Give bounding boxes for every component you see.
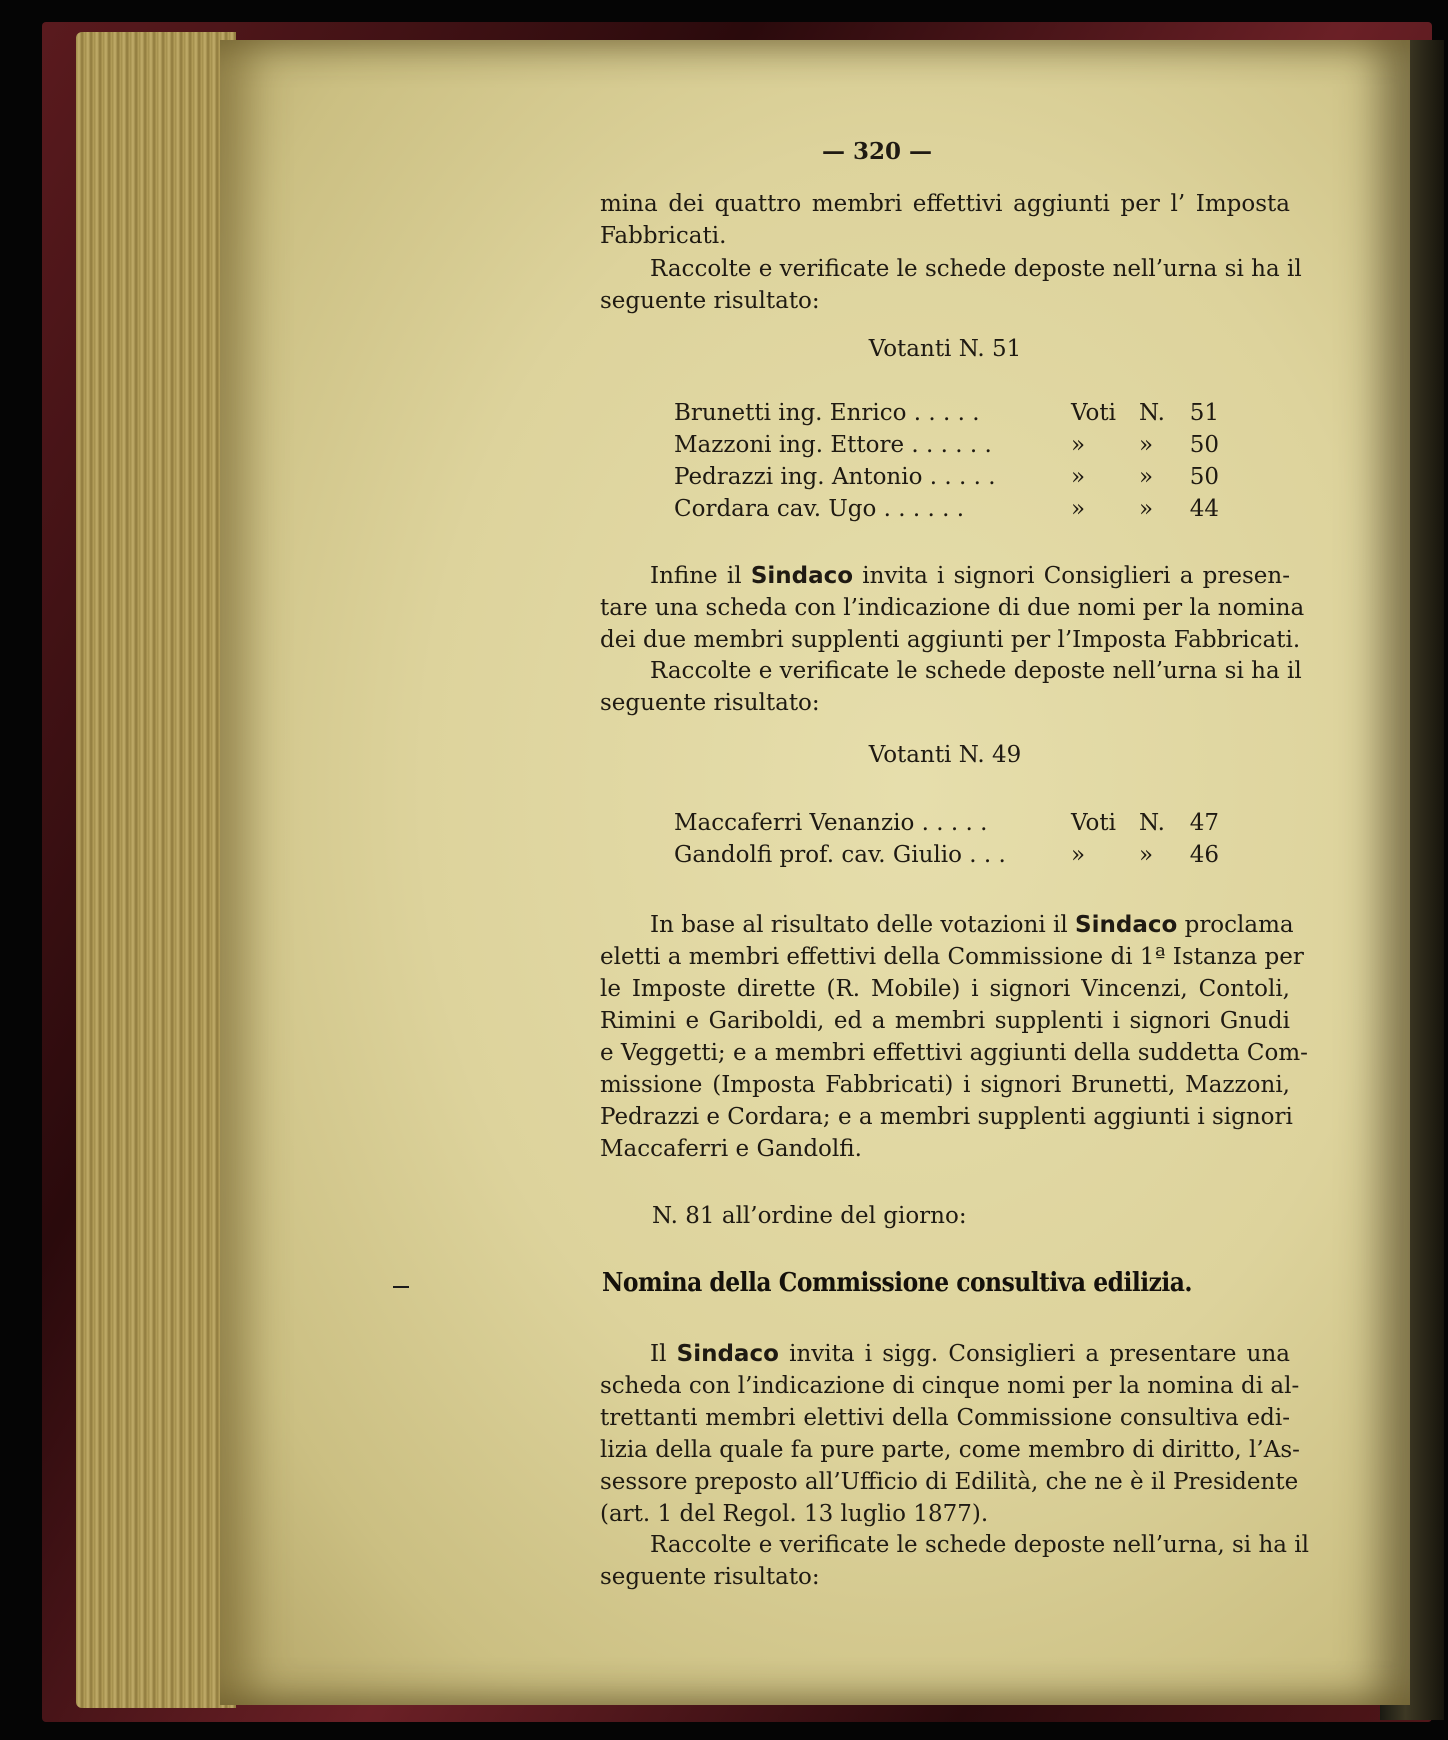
text-line: seguente risultato: (600, 690, 820, 716)
vote-label: » (1071, 496, 1086, 522)
vote-row (674, 810, 1219, 842)
paragraph-4 (600, 655, 1302, 719)
text-line: e Veggetti; e a membri effettivi aggiunti della suddetta Com- (600, 1040, 1308, 1066)
vote-label: » (1071, 464, 1086, 490)
paragraph-1 (600, 188, 1290, 252)
text-line: seguente risultato: (600, 288, 820, 314)
text-line: Maccaferri e Gandolfi. (600, 1136, 862, 1162)
vote-n: » (1139, 496, 1154, 522)
vote-count: 50 (1189, 432, 1219, 458)
paragraph-2 (600, 253, 1302, 317)
candidate-name: Mazzoni ing. Ettore . . . . . . (674, 432, 992, 458)
vote-list-1 (674, 400, 1219, 528)
candidate-name: Brunetti ing. Enrico . . . . . (674, 400, 980, 426)
sindaco-bold: Sindaco (1075, 912, 1178, 938)
text-line: seguente risultato: (600, 1564, 820, 1590)
text-line: tare una scheda con l’indicazione di due nomi per la nomina (600, 595, 1305, 621)
sindaco-bold: Sindaco (750, 563, 854, 589)
vote-count: 47 (1189, 810, 1219, 836)
votanti-count-2: Votanti N. 49 (868, 742, 1022, 768)
candidate-name: Maccaferri Venanzio . . . . . (674, 810, 988, 836)
text-line: eletti a membri effettivi della Commissione di 1ª Istanza per (600, 944, 1304, 970)
vote-n: N. (1139, 810, 1165, 836)
text-line: (art. 1 del Regol. 13 luglio 1877). (600, 1501, 989, 1527)
paragraph-3 (600, 560, 1305, 656)
candidate-name: Pedrazzi ing. Antonio . . . . . (674, 464, 996, 490)
text-line: Pedrazzi e Cordara; e a membri supplenti aggiunti i signori (600, 1104, 1293, 1130)
vote-n: N. (1139, 400, 1165, 426)
text-line: mina dei quattro membri effettivi aggiunti per l’ Imposta (600, 191, 1290, 217)
vote-row (674, 842, 1219, 874)
vote-label: Voti (1071, 400, 1116, 426)
paragraph-6 (600, 1338, 1300, 1530)
vote-row (674, 496, 1219, 528)
text-line: le Imposte dirette (R. Mobile) i signori Vincenzi, Contoli, (600, 976, 1290, 1002)
vote-n: » (1139, 464, 1154, 490)
text-line: Raccolte e verificate le schede deposte nell’urna, si ha il (650, 1532, 1309, 1558)
text-line: sessore preposto all’Ufficio di Edilità, che ne è il Presidente (600, 1469, 1299, 1495)
vote-label: » (1071, 842, 1086, 868)
votanti-count-1: Votanti N. 51 (868, 336, 1022, 362)
vote-n: » (1139, 432, 1154, 458)
agenda-item: N. 81 all’ordine del giorno: (652, 1203, 967, 1229)
text-line: scheda con l’indicazione di cinque nomi per la nomina di al- (600, 1373, 1300, 1399)
text-line: Raccolte e verificate le schede deposte nell’urna si ha il (650, 256, 1302, 282)
paragraph-7 (600, 1529, 1309, 1593)
margin-dash-mark (393, 1286, 409, 1288)
text-line: trettanti membri elettivi della Commissione consultiva edi- (600, 1405, 1290, 1431)
vote-row (674, 464, 1219, 496)
paragraph-5 (600, 909, 1308, 1165)
text-line: In base al risultato delle votazioni il Sindaco proclama (650, 912, 1294, 938)
vote-count: 44 (1189, 496, 1219, 522)
text-line: lizia della quale fa pure parte, come membro di diritto, l’As- (600, 1437, 1300, 1463)
vote-label: » (1071, 432, 1086, 458)
page-stack (76, 32, 236, 1708)
vote-row (674, 400, 1219, 432)
vote-count: 46 (1189, 842, 1219, 868)
vote-list-2 (674, 810, 1219, 874)
page-number: — 320 — (822, 138, 933, 165)
vote-label: Voti (1071, 810, 1116, 836)
text-line: Raccolte e verificate le schede deposte nell’urna si ha il (650, 658, 1302, 684)
vote-n: » (1139, 842, 1154, 868)
text-line: Infine il Sindaco invita i signori Consiglieri a presen- (650, 563, 1290, 589)
sindaco-bold: Sindaco (676, 1341, 779, 1367)
vote-row (674, 432, 1219, 464)
candidate-name: Gandolfi prof. cav. Giulio . . . (674, 842, 1006, 868)
section-title: Nomina della Commissione consultiva edilizia. (602, 1268, 1193, 1298)
text-line: missione (Imposta Fabbricati) i signori Brunetti, Mazzoni, (600, 1072, 1290, 1098)
text-line: Fabbricati. (600, 223, 727, 249)
text-line: Il Sindaco invita i sigg. Consiglieri a presentare una (650, 1341, 1290, 1367)
vote-count: 50 (1189, 464, 1219, 490)
text-line: Rimini e Gariboldi, ed a membri supplenti i signori Gnudi (600, 1008, 1290, 1034)
candidate-name: Cordara cav. Ugo . . . . . . (674, 496, 965, 522)
text-line: dei due membri supplenti aggiunti per l’Imposta Fabbricati. (600, 627, 1301, 653)
vote-count: 51 (1189, 400, 1219, 426)
